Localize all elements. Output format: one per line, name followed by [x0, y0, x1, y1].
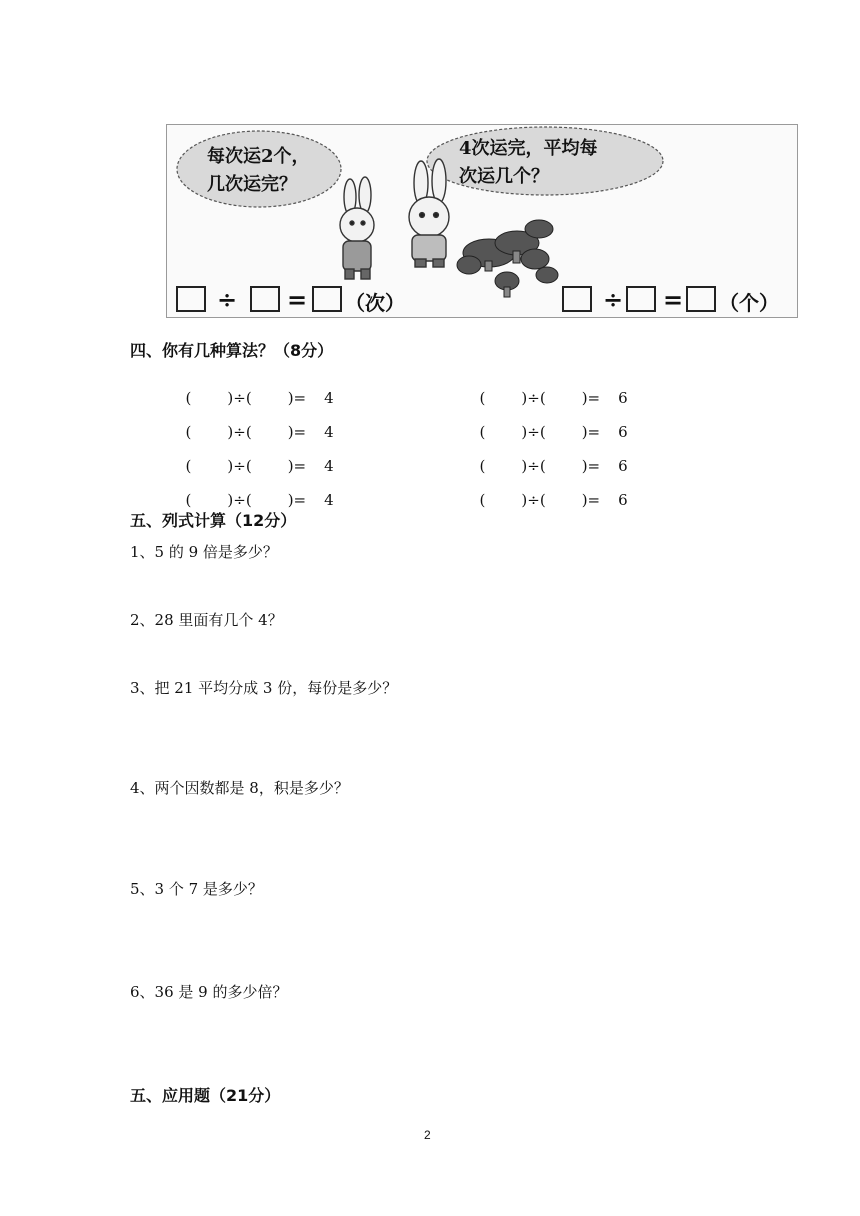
- divide-sign: )÷(: [521, 423, 546, 441]
- equals-sign: )=: [581, 491, 601, 509]
- equals-sign: )=: [581, 423, 601, 441]
- eq-row: [470, 371, 628, 407]
- result-value: 4: [324, 389, 334, 407]
- bubble-left-line2: 几次运完？: [207, 174, 297, 195]
- equals-sign: )=: [287, 423, 307, 441]
- question-2: 2、28 里面有几个 4？: [130, 611, 283, 629]
- eq-left-divide: ÷: [217, 285, 238, 314]
- eq-row: [470, 405, 628, 441]
- bubble-right: [459, 135, 598, 191]
- section6-heading: 五、应用题（21分）: [130, 1086, 281, 1105]
- equals-sign: )=: [287, 389, 307, 407]
- eq-left-unit: （次）: [345, 291, 405, 315]
- question-6: 6、36 是 9 的多少倍？: [130, 983, 288, 1001]
- result-value: 4: [324, 491, 334, 509]
- eq-right-unit: （个）: [719, 291, 779, 315]
- eq-row: [176, 439, 334, 475]
- divide-sign: )÷(: [227, 491, 252, 509]
- equals-sign: )=: [581, 389, 601, 407]
- eq-row: [470, 473, 628, 509]
- section5-heading: 五、列式计算（12分）: [130, 511, 297, 530]
- equals-sign: )=: [581, 457, 601, 475]
- result-value: 6: [618, 389, 628, 407]
- divide-sign: )÷(: [227, 389, 252, 407]
- eq-row: [176, 371, 334, 407]
- result-value: 6: [618, 457, 628, 475]
- page-number: 2: [424, 1128, 431, 1142]
- eq-left-equals: =: [287, 285, 308, 314]
- paren-left: (: [185, 423, 192, 441]
- result-value: 4: [324, 457, 334, 475]
- illustration-figure: [166, 124, 798, 318]
- paren-left: (: [185, 491, 192, 509]
- divide-sign: )÷(: [227, 457, 252, 475]
- eq-row: [176, 473, 334, 509]
- question-3: 3、把 21 平均分成 3 份，每份是多少？: [130, 679, 398, 697]
- eq-row: [176, 405, 334, 441]
- mushrooms: [457, 220, 558, 297]
- bubble-right-line2: 次运几个？: [459, 166, 549, 187]
- result-value: 6: [618, 423, 628, 441]
- result-value: 6: [618, 491, 628, 509]
- divide-sign: )÷(: [521, 457, 546, 475]
- eq-row: [470, 439, 628, 475]
- paren-left: (: [479, 423, 486, 441]
- section4-heading: 四、你有几种算法？（8分）: [130, 341, 334, 360]
- divide-sign: )÷(: [227, 423, 252, 441]
- divide-sign: )÷(: [521, 389, 546, 407]
- equals-sign: )=: [287, 491, 307, 509]
- paren-left: (: [185, 457, 192, 475]
- rabbit-right: [409, 159, 449, 267]
- eq-right-equals: =: [663, 285, 684, 314]
- bubble-left-line1: 每次运2个，: [207, 146, 310, 167]
- question-4: 4、两个因数都是 8，积是多少？: [130, 779, 349, 797]
- paren-left: (: [185, 389, 192, 407]
- question-5: 5、3 个 7 是多少？: [130, 880, 263, 898]
- paren-left: (: [479, 491, 486, 509]
- paren-left: (: [479, 457, 486, 475]
- eq-right-divide: ÷: [603, 285, 624, 314]
- bubble-left: [207, 143, 310, 199]
- divide-sign: )÷(: [521, 491, 546, 509]
- equals-sign: )=: [287, 457, 307, 475]
- paren-left: (: [479, 389, 486, 407]
- question-1: 1、5 的 9 倍是多少？: [130, 543, 278, 561]
- result-value: 4: [324, 423, 334, 441]
- rabbit-left: [340, 177, 374, 279]
- bubble-right-line1: 4次运完，平均每: [459, 138, 598, 159]
